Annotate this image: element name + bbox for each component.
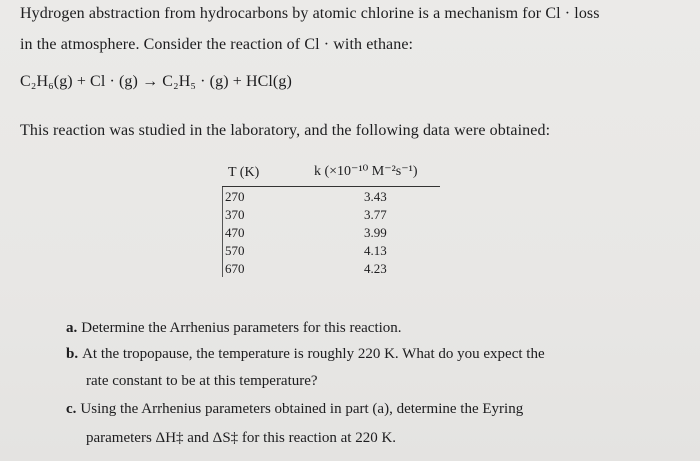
cell-rate-constant: 4.23 bbox=[364, 261, 387, 276]
table-row bbox=[222, 259, 440, 277]
question-c-label: c. bbox=[66, 401, 77, 417]
question-b-label: b. bbox=[66, 346, 79, 362]
table-header bbox=[222, 160, 440, 187]
table-row bbox=[222, 187, 440, 205]
question-a-label: a. bbox=[66, 320, 78, 336]
table-row bbox=[222, 205, 440, 223]
table-row bbox=[222, 223, 440, 241]
cell-temperature: 670 bbox=[225, 261, 245, 276]
table-body bbox=[222, 187, 440, 277]
question-c-line-2: parameters ΔH‡ and ΔS‡ for this reaction at 220 K. bbox=[86, 430, 397, 446]
question-a bbox=[66, 320, 402, 337]
cell-rate-constant: 3.99 bbox=[364, 225, 387, 240]
question-b-line-1 bbox=[66, 346, 545, 363]
kinetics-data-table bbox=[222, 160, 440, 277]
question-c-text-1: Using the Arrhenius parameters obtained in part (a), determine the Eyring bbox=[80, 401, 524, 417]
data-intro-sentence: This reaction was studied in the laboratory, and the following data were obtained: bbox=[20, 122, 551, 139]
cell-rate-constant: 4.13 bbox=[364, 243, 387, 258]
intro-line-1: Hydrogen abstraction from hydrocarbons by atomic chlorine is a mechanism for Cl · loss bbox=[20, 5, 600, 22]
header-rate-constant: k (×10⁻¹⁰ M⁻²s⁻¹) bbox=[314, 164, 418, 179]
cell-temperature: 270 bbox=[225, 189, 245, 204]
question-b-text-1: At the tropopause, the temperature is roughly 220 K. What do you expect the bbox=[82, 346, 545, 362]
question-a-text: Determine the Arrhenius parameters for this reaction. bbox=[81, 320, 402, 336]
cell-temperature: 470 bbox=[225, 225, 245, 240]
table-row bbox=[222, 241, 440, 259]
intro-line-2: in the atmosphere. Consider the reaction of Cl · with ethane: bbox=[20, 36, 414, 53]
cell-rate-constant: 3.43 bbox=[364, 189, 387, 204]
cell-temperature: 570 bbox=[225, 243, 245, 258]
reaction-equation: C₂H₆(g) + Cl · (g) → C₂H₅ · (g) + HCl(g) bbox=[20, 73, 292, 90]
question-b-line-2: rate constant to be at this temperature? bbox=[86, 373, 318, 389]
header-temperature: T (K) bbox=[228, 165, 260, 180]
cell-temperature: 370 bbox=[225, 207, 245, 222]
cell-rate-constant: 3.77 bbox=[364, 207, 387, 222]
question-c-line-1 bbox=[66, 401, 523, 418]
